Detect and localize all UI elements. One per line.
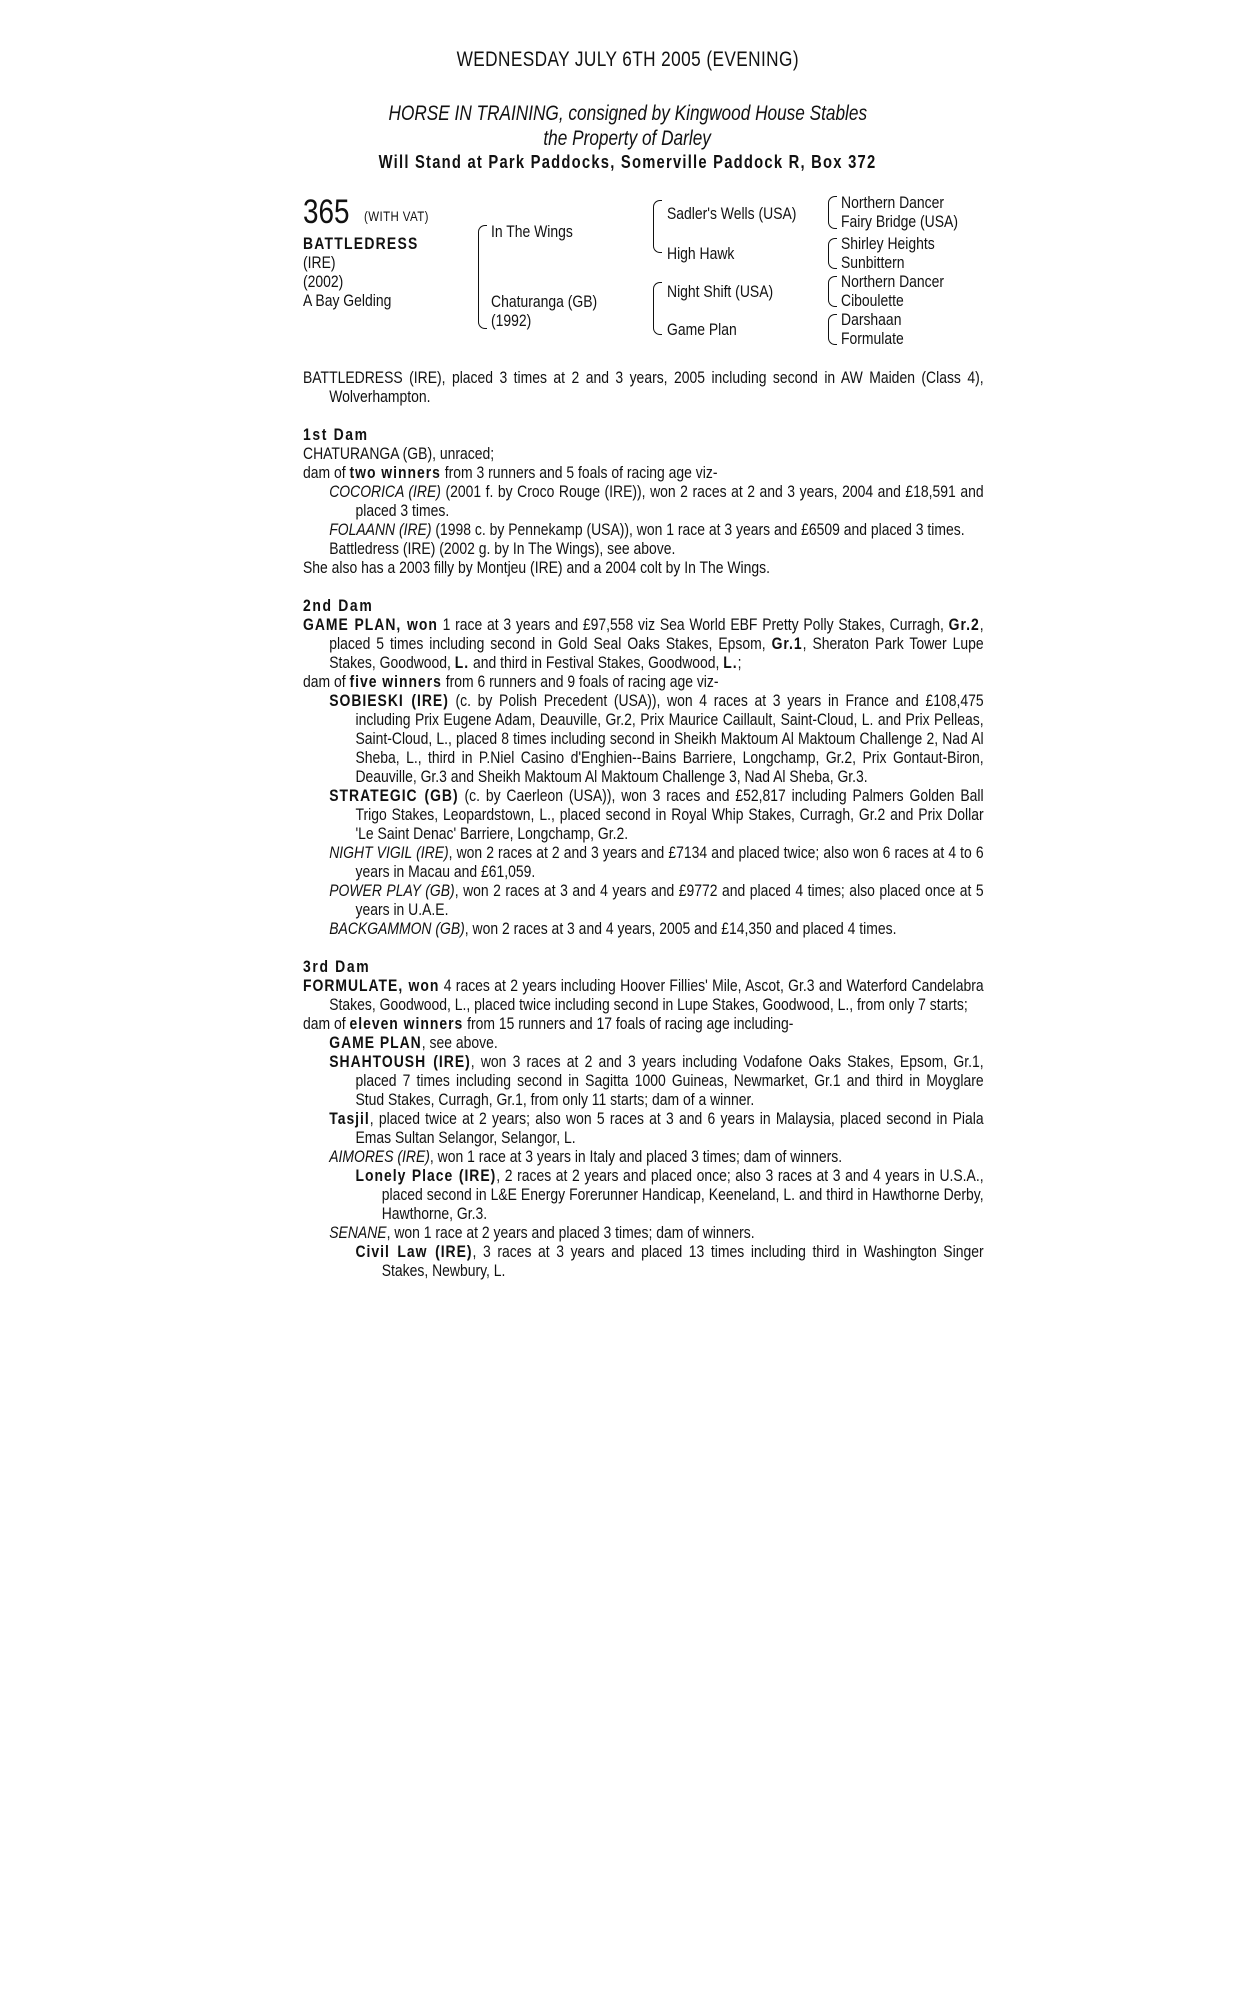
produce-entry: NIGHT VIGIL (IRE), won 2 races at 2 and 3 years and £7134 and placed twice; also won 6 races at 4 to 6 years in Macau and £61,059. <box>329 843 984 881</box>
first-dam-heading: 1st Dam <box>303 425 369 444</box>
first-dam-line: CHATURANGA (GB), unraced; <box>303 444 495 463</box>
consignment-line: HORSE IN TRAINING, consigned by Kingwood House Stables <box>388 102 867 125</box>
pedigree-sire-dam: High Hawk <box>667 244 735 263</box>
ss-brace-lower <box>828 212 837 229</box>
produce-entry: BACKGAMMON (GB), won 2 races at 3 and 4 years, 2005 and £14,350 and placed 4 times. <box>329 919 897 938</box>
produce-entry: Tasjil, placed twice at 2 years; also won 5 races at 3 and 6 years in Malaysia, placed second in Piala Emas Sultan Selangor, Selangor, L. <box>329 1109 984 1147</box>
third-dam-heading: 3rd Dam <box>303 957 371 976</box>
produce-entry: AIMORES (IRE), won 1 race at 3 years in Italy and placed 3 times; dam of winners. <box>329 1147 843 1166</box>
horse-country: (IRE) <box>303 253 336 272</box>
ss-brace <box>828 196 837 213</box>
catalogue-body <box>303 368 983 1280</box>
produce-entry: POWER PLAY (GB), won 2 races at 3 and 4 years and £9772 and placed 4 times; also placed once at 5 years in U.A.E. <box>329 881 984 919</box>
horse-description: A Bay Gelding <box>303 291 392 310</box>
pedigree-sire-sire: Sadler's Wells (USA) <box>667 204 797 223</box>
pedigree-dam: Chaturanga (GB) <box>491 292 598 311</box>
pedigree-dam-dam: Game Plan <box>667 320 737 339</box>
dam-line-brace-lower <box>653 310 662 335</box>
sire-line-brace-lower <box>653 230 662 253</box>
pedigree-ss-dam: Fairy Bridge (USA) <box>841 212 958 231</box>
produce-entry: FOLAANN (IRE) (1998 c. by Pennekamp (USA)), won 1 race at 3 years and £6509 and placed 3 times. <box>329 520 965 539</box>
first-dam-note: She also has a 2003 filly by Montjeu (IRE) and a 2004 colt by In The Wings. <box>303 558 770 577</box>
vat-note: (WITH VAT) <box>364 208 429 224</box>
produce-entry: SHAHTOUSH (IRE), won 3 races at 2 and 3 years including Vodafone Oaks Stakes, Epsom, Gr.1, placed 7 times including second in Sagitta 1000 Guineas, Newmarket, Gr.1 and third in Moyglare Stud Stakes, Curragh, Gr.1, from only 11 starts; dam of a winner. <box>329 1052 984 1109</box>
ds-brace-lower <box>828 290 837 307</box>
sire-brace <box>478 225 487 269</box>
sire-line-brace <box>653 200 662 231</box>
dd-brace <box>828 314 837 329</box>
pedigree-dam-sire: Night Shift (USA) <box>667 282 774 301</box>
horse-identity <box>303 234 419 310</box>
third-dam-record: FORMULATE, won 4 races at 2 years including Hoover Fillies' Mile, Ascot, Gr.3 and Waterford Candelabra Stakes, Goodwood, L., placed twice including second in Lupe Stakes, Goodwood, L., from only 7 starts; <box>303 976 984 1014</box>
produce-entry: Battledress (IRE) (2002 g. by In The Wings), see above. <box>329 539 676 558</box>
sd-brace <box>828 238 837 253</box>
second-dam-produce-summary: dam of five winners from 6 runners and 9 foals of racing age viz- <box>303 672 719 691</box>
horse-name: BATTLEDRESS <box>303 234 419 253</box>
pedigree-sd-sire: Shirley Heights <box>841 234 935 253</box>
dam-line-brace <box>653 282 662 311</box>
produce-entry: SENANE, won 1 race at 2 years and placed 3 times; dam of winners. <box>329 1223 755 1242</box>
pedigree-sd-dam: Sunbittern <box>841 253 905 272</box>
produce-entry: STRATEGIC (GB) (c. by Caerleon (USA)), won 3 races and £52,817 including Palmers Golden Ball Trigo Stakes, Leopardstown, L., placed second in Royal Whip Stakes, Curragh, Gr.2 and Prix Dollar 'Le Saint Denac' Barriere, Longchamp, Gr.2. <box>329 786 984 843</box>
third-dam-produce-summary: dam of eleven winners from 15 runners and 17 foals of racing age including- <box>303 1014 794 1033</box>
intro-paragraph: BATTLEDRESS (IRE), placed 3 times at 2 and 3 years, 2005 including second in AW Maiden (Class 4), Wolverhampton. <box>303 368 984 406</box>
second-dam-record: GAME PLAN, won 1 race at 3 years and £97,558 viz Sea World EBF Pretty Polly Stakes, Curragh, Gr.2, placed 5 times including second in Gold Seal Oaks Stakes, Epsom, Gr.1, Sheraton Park Tower Lupe Stakes, Goodwood, L. and third in Festival Stakes, Goodwood, L.; <box>303 615 984 672</box>
sd-brace-lower <box>828 252 837 269</box>
sale-date-line: WEDNESDAY JULY 6TH 2005 (EVENING) <box>456 48 799 71</box>
pedigree-dam-year: (1992) <box>491 311 532 330</box>
dd-brace-lower <box>828 328 837 345</box>
pedigree-dd-dam: Formulate <box>841 329 904 348</box>
pedigree-sire: In The Wings <box>491 222 573 241</box>
produce-entry: GAME PLAN, see above. <box>329 1033 498 1052</box>
stand-location-line: Will Stand at Park Paddocks, Somerville Paddock R, Box 372 <box>378 152 877 172</box>
produce-entry: COCORICA (IRE) (2001 f. by Croco Rouge (IRE)), won 2 races at 2 and 3 years, 2004 and £18,591 and placed 3 times. <box>329 482 984 520</box>
horse-year: (2002) <box>303 272 344 291</box>
produce-entry: Lonely Place (IRE), 2 races at 2 years and placed once; also 3 races at 3 and 4 years in U.S.A., placed second in L&E Energy Forerunner Handicap, Keeneland, L. and third in Hawthorne Derby, Hawthorne, Gr.3. <box>355 1166 984 1223</box>
ds-brace <box>828 276 837 291</box>
second-dam-heading: 2nd Dam <box>303 596 374 615</box>
property-line: the Property of Darley <box>543 127 712 150</box>
produce-entry: SOBIESKI (IRE) (c. by Polish Precedent (USA)), won 4 races at 3 years in France and £108,475 including Prix Eugene Adam, Deauville, Gr.2, Prix Maurice Caillault, Saint-Cloud, L. and Prix Pelleas, Saint-Cloud, L., placed 8 times including second in Sheikh Maktoum Al Maktoum Challenge 2, Nad Al Sheba, L., third in P.Niel Casino d'Enghien--Bains Barriere, Longchamp, Gr.2, Prix Gontaut-Biron, Deauville, Gr.3 and Sheikh Maktoum Al Maktoum Challenge 3, Nad Al Sheba, Gr.3. <box>329 691 984 786</box>
produce-entry: Civil Law (IRE), 3 races at 3 years and placed 13 times including third in Washington Singer Stakes, Newbury, L. <box>355 1242 984 1280</box>
pedigree-ss-sire: Northern Dancer <box>841 193 945 212</box>
lot-number: 365 <box>303 193 350 231</box>
first-dam-produce-summary: dam of two winners from 3 runners and 5 foals of racing age viz- <box>303 463 718 482</box>
pedigree-ds-dam: Ciboulette <box>841 291 904 310</box>
pedigree-ds-sire: Northern Dancer <box>841 272 945 291</box>
pedigree-dd-sire: Darshaan <box>841 310 902 329</box>
dam-brace <box>478 268 487 329</box>
